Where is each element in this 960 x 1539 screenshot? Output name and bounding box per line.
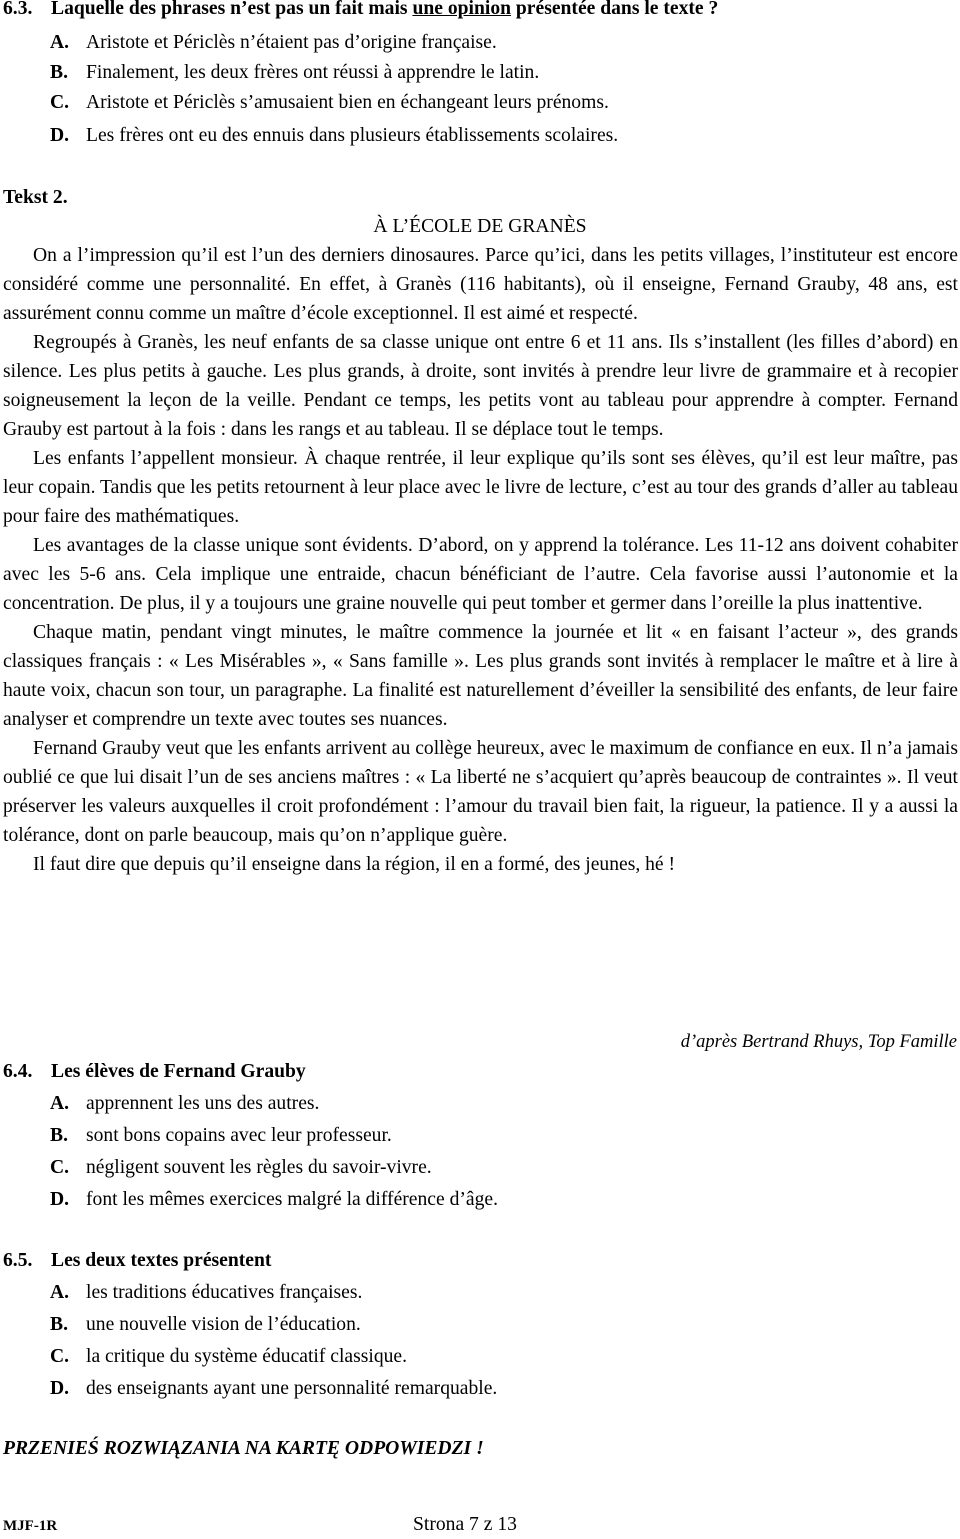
option-a [50,28,497,57]
question-6-5-stem [3,1246,271,1275]
option-letter: A. [50,1093,70,1114]
option-text: Finalement, les deux frères ont réussi à apprendre le latin. [86,62,540,83]
text-body [3,241,958,879]
exam-code: MJF-1R [3,1518,58,1534]
text-source: d’après Bertrand Rhuys, Top Famille [680,1032,957,1052]
question-text-part: Laquelle des phrases n’est pas un fait mais [51,0,413,19]
text-title: À L’ÉCOLE DE GRANÈS [373,216,587,237]
text-paragraph: Les enfants l’appellent monsieur. À chaque rentrée, il leur explique qu’ils sont ses élèves, qu’il est leur maître, pas leur copain. Tandis que les petits retournent à leur place avec le livre de lecture, c’est au tour des grands d’aller au tableau pour faire des mathématiques. [3,448,958,527]
option-letter: A. [50,1282,70,1303]
answer-sheet-instruction: PRZENIEŚ ROZWIĄZANIA NA KARTĘ ODPOWIEDZI ! [3,1438,484,1459]
option-c [50,88,609,117]
option-letter: B. [50,1125,68,1146]
page-number: Strona 7 z 13 [413,1514,517,1535]
option-text: des enseignants ayant une personnalité remarquable. [86,1378,498,1399]
option-letter: D. [50,1378,70,1399]
option-letter: C. [50,92,70,113]
option-letter: C. [50,1346,70,1367]
option-a [50,1089,319,1118]
option-letter: D. [50,1189,70,1210]
option-c [50,1153,432,1182]
text-paragraph: On a l’impression qu’il est l’un des derniers dinosaures. Parce qu’ici, dans les petits villages, l’instituteur est encore considéré comme une personnalité. En effet, à Granès (116 habitants), où il enseigne, Fernand Grauby, 48 ans, est assurément connu comme un maître d’école exceptionnel. Il est aimé et respecté. [3,245,958,324]
option-b [50,58,539,87]
question-text: Les deux textes présentent [51,1250,272,1271]
text-paragraph: Fernand Grauby veut que les enfants arrivent au collège heureux, avec le maximum de confiance en eux. Il n’a jamais oublié ce que lui disait l’un de ses anciens maîtres : « La liberté ne s’acquiert qu’après beaucoup de contraintes ». Il veut préserver les valeurs auxquelles il croit profondément : l’amour du travail bien fait, la rigueur, la patience. Il y a aussi la tolérance, dont on parle beaucoup, mais qu’on n’applique guère. [3,738,958,846]
option-letter: D. [50,125,70,146]
text-paragraph: Chaque matin, pendant vingt minutes, le maître commence la journée et lit « en faisant l’acteur », des grands classiques français : « Les Misérables », « Sans famille ». Les plus grands sont invités à remplacer le maître et à lire à haute voix, chacun son tour, un paragraphe. La finalité est naturellement d’éveiller la sensibilité des enfants, de leur faire analyser et comprendre un texte avec toutes ses nuances. [3,622,958,730]
text-label: Tekst 2. [3,187,68,208]
option-d [50,121,618,150]
option-letter: C. [50,1157,70,1178]
option-text: une nouvelle vision de l’éducation. [86,1314,361,1335]
option-d [50,1374,497,1403]
question-number: 6.4. [3,1061,33,1082]
option-text: apprennent les uns des autres. [86,1093,320,1114]
option-text: Aristote et Périclès n’étaient pas d’origine française. [86,32,497,53]
option-text: font les mêmes exercices malgré la différence d’âge. [86,1189,498,1210]
question-6-4-stem [3,1057,306,1086]
question-underlined-text: une opinion [412,0,512,19]
question-text: Les élèves de Fernand Grauby [51,1061,306,1082]
text-paragraph: Les avantages de la classe unique sont évidents. D’abord, on y apprend la tolérance. Les 11-12 ans doivent cohabiter avec les 5-6 ans. Cela implique une entraide, chacun bénéficiant de l’autre. Cela favorise aussi l’autonomie et la concentration. De plus, il y a toujours une graine nouvelle qui peut tomber et germer dans l’oreille la plus inattentive. [3,535,958,614]
question-6-3-stem [3,0,718,23]
option-b [50,1310,361,1339]
option-text: Aristote et Périclès s’amusaient bien en échangeant leurs prénoms. [86,92,609,113]
option-letter: A. [50,32,70,53]
option-c [50,1342,407,1371]
option-d [50,1185,498,1214]
question-text-part: présentée dans le texte ? [511,0,719,19]
option-a [50,1278,362,1307]
option-text: les traditions éducatives françaises. [86,1282,363,1303]
option-text: sont bons copains avec leur professeur. [86,1125,392,1146]
option-b [50,1121,392,1150]
option-text: la critique du système éducatif classique. [86,1346,408,1367]
text-paragraph: Il faut dire que depuis qu’il enseigne dans la région, il en a formé, des jeunes, hé ! [33,854,676,875]
option-letter: B. [50,62,68,83]
question-number: 6.5. [3,1250,33,1271]
text-paragraph: Regroupés à Granès, les neuf enfants de sa classe unique ont entre 6 et 11 ans. Ils s’installent (les filles d’abord) en silence. Les plus petits à gauche. Les plus grands, à droite, sont invités à prendre leur livre de grammaire et à recopier soigneusement la leçon de la veille. Pendant ce temps, les petits vont au tableau pour apprendre à compter. Fernand Grauby est partout à la fois : dans les rangs et au tableau. Il se déplace tout le temps. [3,332,958,440]
option-text: Les frères ont eu des ennuis dans plusieurs établissements scolaires. [86,125,619,146]
question-number: 6.3. [3,0,33,19]
option-letter: B. [50,1314,68,1335]
option-text: négligent souvent les règles du savoir-vivre. [86,1157,432,1178]
